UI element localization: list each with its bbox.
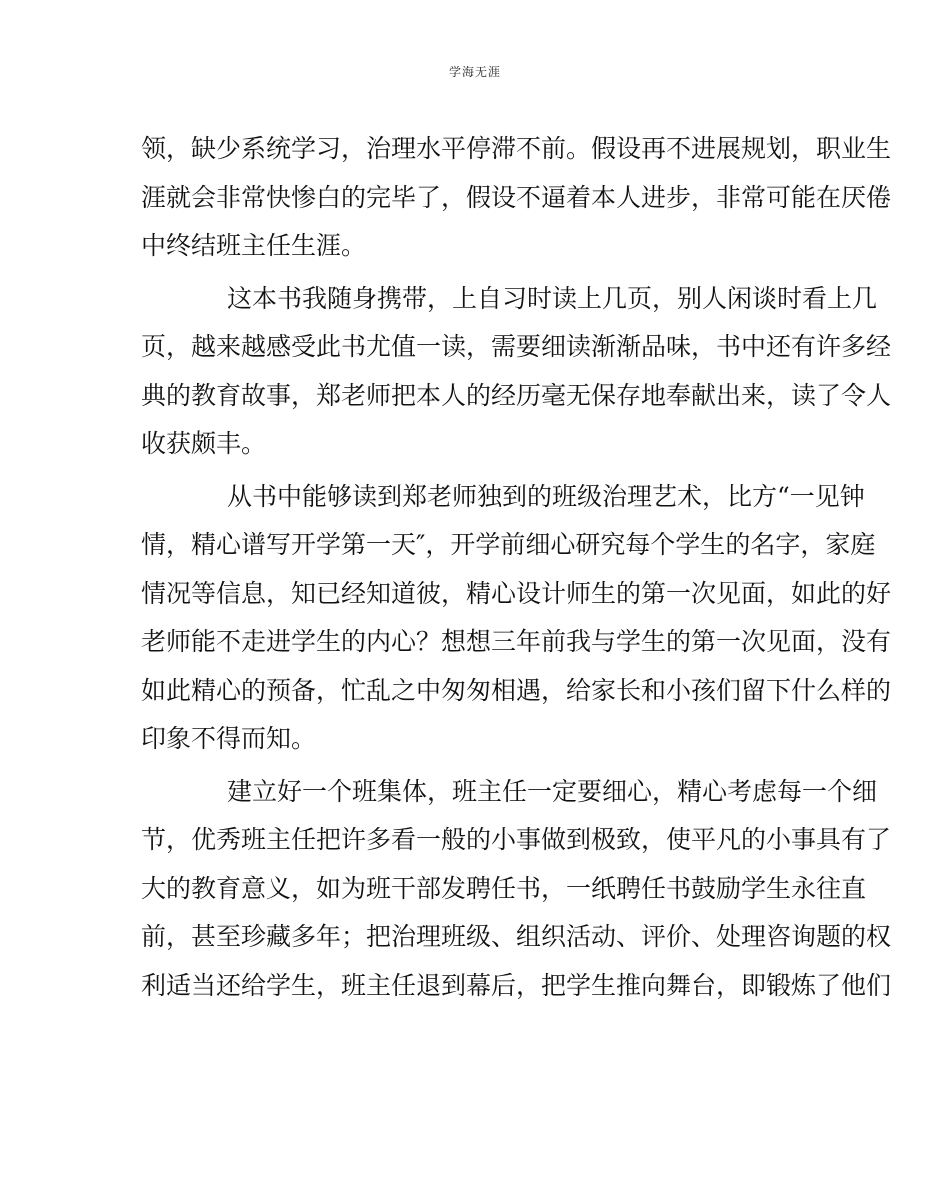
text-line: 印象不得而知。 xyxy=(141,724,317,753)
text-line: 大的教育意义，如为班干部发聘任书，一纸聘任书鼓励学生永往直 xyxy=(141,873,867,903)
text-line: 节，优秀班主任把许多看一般的小事做到极致，使平凡的小事具有了 xyxy=(141,825,892,854)
text-line: 利适当还给学生，班主任退到幕后，把学生推向舞台，即锻炼了他们 xyxy=(141,970,892,1000)
page-header: 学海无涯 xyxy=(448,65,501,79)
paragraph-1 xyxy=(141,125,892,271)
paragraph-3 xyxy=(141,473,892,764)
text-line: 老师能不走进学生的内心？想想三年前我与学生的第一次见面，没有 xyxy=(141,627,892,656)
document-body xyxy=(141,125,892,1010)
paragraph-4 xyxy=(141,768,892,1011)
text-line: 页，越来越感受此书尤值一读，需要细读渐渐品味，书中还有许多经 xyxy=(141,332,892,361)
text-line: 中终结班主任生涯。 xyxy=(141,231,367,260)
text-line: 这本书我随身携带，上自习时读上几页，别人闲谈时看上几 xyxy=(227,283,878,313)
text-line: 涯就会非常快惨白的完毕了，假设不逼着本人进步，非常可能在厌倦 xyxy=(141,182,892,212)
text-line: 收获颇丰。 xyxy=(141,429,267,458)
paragraph-2 xyxy=(141,275,892,469)
text-line: 典的教育故事，郑老师把本人的经历毫无保存地奉献出来，读了令人 xyxy=(141,380,892,410)
text-line: 前，甚至珍藏多年；把治理班级、组织活动、评价、处理咨询题的权 xyxy=(141,922,892,951)
text-line: 领，缺少系统学习，治理水平停滞不前。假设再不进展规划，职业生 xyxy=(141,134,892,163)
text-line: 情，精心谱写开学第一天″，开学前细心研究每个学生的名字，家庭 xyxy=(141,530,876,559)
text-line: 建立好一个班集体，班主任一定要细心，精心考虑每一个细 xyxy=(227,776,878,806)
text-line: 从书中能够读到郑老师独到的班级治理艺术，比方“一见钟 xyxy=(227,481,865,511)
text-line: 如此精心的预备，忙乱之中匆匆相遇，给家长和小孩们留下什么样的 xyxy=(141,675,892,705)
text-line: 情况等信息，知已经知道彼，精心设计师生的第一次见面，如此的好 xyxy=(141,578,892,608)
